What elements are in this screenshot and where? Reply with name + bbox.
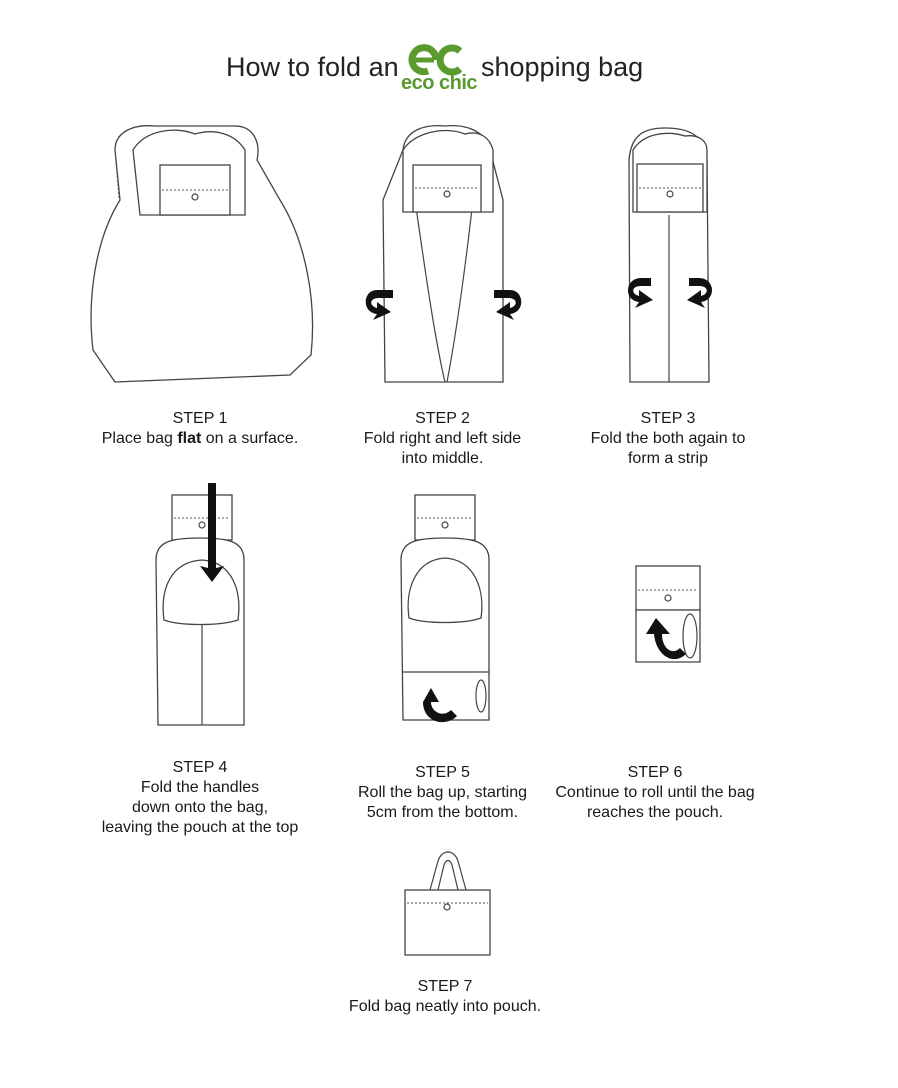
step-1-description: Place bag flat on a surface. — [101, 430, 299, 447]
title-prefix: How to fold an — [226, 52, 399, 82]
step-3-label — [553, 409, 783, 469]
eco-chic-logo — [398, 44, 480, 96]
step-7-pouch-illustration — [400, 845, 495, 960]
step-3-description: Fold the both again to form a strip — [590, 430, 746, 467]
step-1-title: STEP 1 — [172, 410, 228, 427]
title-suffix: shopping bag — [481, 52, 644, 82]
step-6-title: STEP 6 — [627, 764, 683, 781]
step-6-description: Continue to roll until the bag reaches the pouch. — [555, 784, 755, 821]
step-5-roll-illustration — [395, 490, 500, 735]
step-1-label — [70, 409, 330, 449]
step-4-title: STEP 4 — [172, 759, 228, 776]
step-5-label — [330, 763, 555, 823]
step-3-title: STEP 3 — [640, 410, 696, 427]
step-5-title: STEP 5 — [415, 764, 470, 781]
step-2-title: STEP 2 — [415, 410, 470, 427]
step-6-label — [540, 763, 770, 823]
step-4-handles-down-illustration — [150, 480, 255, 730]
step-7-title: STEP 7 — [417, 978, 473, 995]
step-1-flat-bag-illustration — [85, 120, 320, 395]
step-6-rolled-illustration — [630, 560, 710, 675]
step-3-strip-illustration — [615, 120, 725, 395]
step-2-sides-folded-illustration — [355, 120, 530, 395]
page-title — [0, 44, 898, 104]
eco-chic-logo-text: eco chic — [400, 72, 478, 94]
step-2-description: Fold right and left side into middle. — [363, 430, 522, 467]
step-7-description: Fold bag neatly into pouch. — [348, 998, 542, 1015]
step-2-label — [325, 409, 560, 469]
step-7-label — [330, 977, 560, 1017]
step-4-description: Fold the handles down onto the bag, leaving the pouch at the top — [101, 779, 299, 836]
step-4-label — [75, 758, 325, 838]
step-5-description: Roll the bag up, starting 5cm from the bottom. — [358, 784, 527, 821]
